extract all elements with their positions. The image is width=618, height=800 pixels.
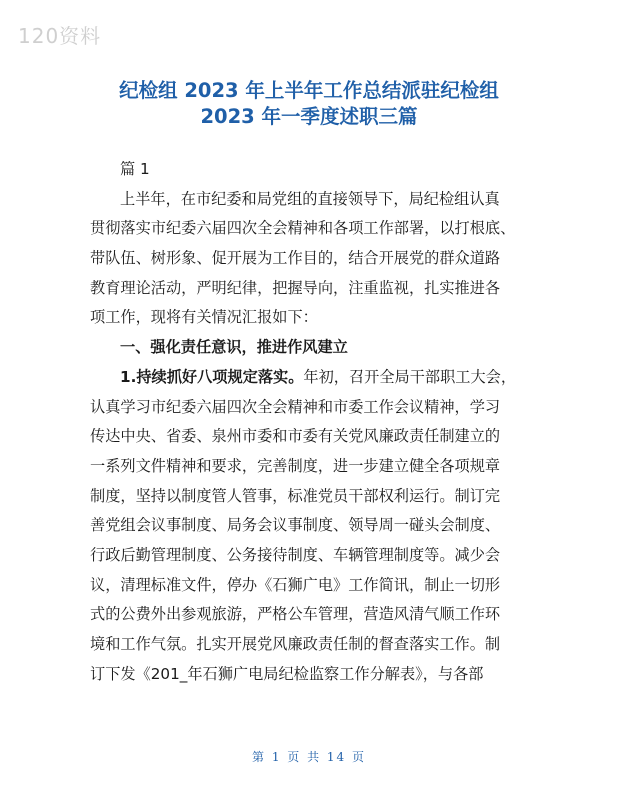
title-line-2: 2023 年一季度述职三篇 xyxy=(200,105,418,128)
para1-line-8: 议，清理标准文件，停办《石狮广电》工作简讯，制止一切形 xyxy=(90,575,501,594)
para1-line-2: 认真学习市纪委六届四次全会精神和市委工作会议精神，学习 xyxy=(90,397,501,416)
intro-line-4: 教育理论活动，严明纪律，把握导向，注重监视，扎实推进各 xyxy=(90,278,501,297)
page-footer: 第 1 页 共 14 页 xyxy=(252,750,366,764)
section-label: 篇 1 xyxy=(120,160,150,178)
para1-line-7: 行政后勤管理制度、公务接待制度、车辆管理制度等。减少会 xyxy=(90,545,501,564)
intro-line-3: 带队伍、树形象、促开展为工作目的，结合开展党的群众道路 xyxy=(90,249,501,268)
para1-line-3: 传达中央、省委、泉州市委和市委有关党风廉政责任制建立的 xyxy=(90,427,501,446)
para1-line-4: 一系列文件精神和要求，完善制度，进一步建立健全各项规章 xyxy=(90,456,501,475)
document-title xyxy=(0,78,618,130)
watermark: 120资料 xyxy=(18,24,102,48)
para1-bold-lead: 1.持续抓好八项规定落实。 xyxy=(120,367,304,386)
para1-line-10: 境和工作气氛。扎实开展党风廉政责任制的督查落实工作。制 xyxy=(90,635,501,653)
title-line-1: 纪检组 2023 年上半年工作总结派驻纪检组 xyxy=(119,79,499,102)
intro-line-1: 上半年，在市纪委和局党组的直接领导下，局纪检组认真 xyxy=(120,189,500,208)
para1-line-9: 式的公费外出参观旅游，严格公车管理，营造风清气顺工作环 xyxy=(90,605,501,624)
document-body xyxy=(90,155,550,689)
intro-line-5: 项工作，现将有关情况汇报如下： xyxy=(90,308,318,327)
intro-line-2: 贯彻落实市纪委六届四次全会精神和各项工作部署，以打根底、 xyxy=(90,219,516,238)
para1-line-11: 订下发《201_年石狮广电局纪检监察工作分解表》，与各部 xyxy=(90,664,484,683)
heading-1: 一、强化责任意识，推进作风建立 xyxy=(120,338,348,357)
para1-lead-rest: 年初，召开全局干部职工大会， xyxy=(303,367,517,386)
para1-line-5: 制度，坚持以制度管人管事，标准党员干部权利运行。制订完 xyxy=(90,486,501,505)
para1-line-6: 善党组会议事制度、局务会议事制度、领导周一碰头会制度、 xyxy=(90,516,501,535)
para1-line-1 xyxy=(90,363,550,393)
